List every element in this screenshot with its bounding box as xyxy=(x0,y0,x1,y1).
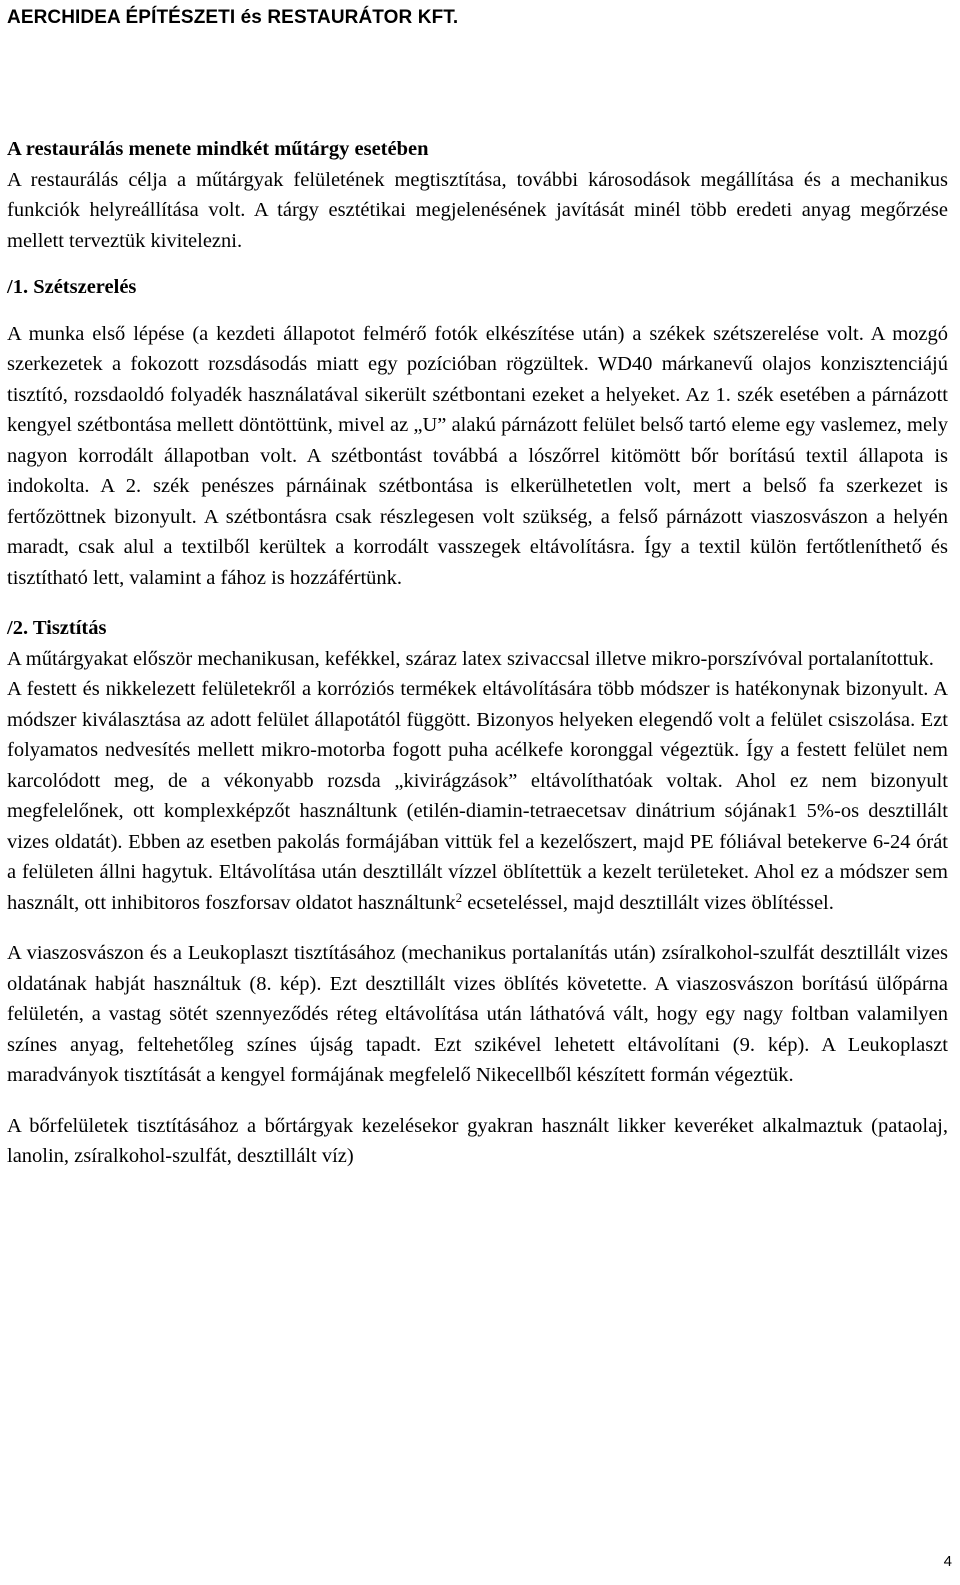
section2-paragraph-4: A bőrfelületek tisztításához a bőrtárgyak kezelésekor gyakran használt likker keveréket alkalmaztuk (pataolaj, lanolin, zsíralkohol-szulfát, desztillált víz) xyxy=(7,1114,948,1167)
section2-paragraph-1: A műtárgyakat először mechanikusan, kefékkel, száraz latex szivaccsal illetve mikro-porszívóval portalanítottuk. xyxy=(7,647,934,670)
company-header: AERCHIDEA ÉPÍTÉSZETI és RESTAURÁTOR KFT. xyxy=(7,7,459,28)
section2-p2-text: A festett és nikkelezett felületekről a korróziós termékek eltávolítására több módszer is hatékonynak bizonyult. A módszer kiválasztása az adott felület állapotától függött. Bizonyos helyeken elegendő volt a felület csiszolása. Ezt folyamatos nedvesítés mellett mikro-motorba fogott puha acélkefe koronggal végeztük. Így a festett felület nem karcolódott meg, de a vékonyabb rozsda „kivirágzások” eltávolíthatóak voltak. Ahol ez nem bizonyult megfelelőnek, ott komplexképzőt használtunk (etilén-diamin-tetraecetsav dinátrium sójának1 5%-os desztillált vizes oldatát). Ebben az esetben pakolás formájában vittük fel a kezelőszert, majd PE fóliával betekerve 6-24 órát a felületen állni hagytuk. Eltávolítása után desztillált vízzel öblítettük a kezelt területeket. Ahol ez a módszer sem használt, ott inhibitoros foszforsav oldatot használtunk xyxy=(7,678,948,914)
section1-paragraph: A munka első lépése (a kezdeti állapotot felmérő fotók elkészítése után) a székek szétszerelése volt. A mozgó szerkezetek a fokozott rozsdásodás miatt egy pozícióban rögzültek. WD40 márkanevű olajos konzisztenciájú tisztító, rozsdaoldó folyadék használatával sikerült szétbontani ezeket a helyeket. Az 1. szék esetében a párnázott kengyel szétbontása mellett döntöttünk, mivel az „U” alakú párnázott felület belső tartó eleme egy vaslemez, mely nagyon korrodált állapotban volt. A szétbontást továbbá a lószőrrel kitömött bőr borítású textil állapota is indokolta. A 2. szék penészes párnáinak szétbontása is elkerülhetetlen volt, mert a belső fa szerkezet is fertőzöttnek bizonyult. A szétbontásra csak részlegesen volt szükség, a felső párnázott viaszosvászon a helyén maradt, csak alul a textilből kerültek a korrodált vasszegek eltávolításra. Így a textil külön fertőtleníthető és tisztítható lett, valamint a fához is hozzáfértünk. xyxy=(7,322,948,589)
footnote-ref: 2 xyxy=(455,889,463,905)
page-number: 4 xyxy=(943,1553,952,1570)
section2-heading: /2. Tisztítás xyxy=(7,617,107,639)
intro-title: A restaurálás menete mindkét műtárgy esetében xyxy=(7,138,429,160)
section1-heading: /1. Szétszerelés xyxy=(7,276,137,298)
intro-paragraph: A restaurálás célja a műtárgyak felületének megtisztítása, további károsodások megállítása és a mechanikus funkciók helyreállítása volt. A tárgy esztétikai megjelenésének javítását minél több eredeti anyag megőrzése mellett terveztük kivitelezni. xyxy=(7,168,948,252)
section2-paragraph-2 xyxy=(7,674,948,918)
document-body xyxy=(7,134,948,1172)
section2-p2-text-end: ecseteléssel, majd desztillált vizes öblítéssel. xyxy=(462,891,834,914)
section2-paragraph-3: A viaszosvászon és a Leukoplaszt tisztításához (mechanikus portalanítás után) zsíralkohol-szulfát desztillált vizes oldatának habját használtuk (8. kép). Ezt desztillált vizes öblítés követette. A viaszosvászon borítású ülőpárna felületén, a vastag sötét szennyeződés réteg eltávolítása után láthatóvá vált, hogy egy nagy foltban valamilyen színes anyag, feltehetőleg színes újság tapadt. Ezt szikével lehetett eltávolítani (9. kép). A Leukoplaszt maradványok tisztítását a kengyel formájának megfelelő Nikecellből készített formán végeztük. xyxy=(7,942,948,1086)
